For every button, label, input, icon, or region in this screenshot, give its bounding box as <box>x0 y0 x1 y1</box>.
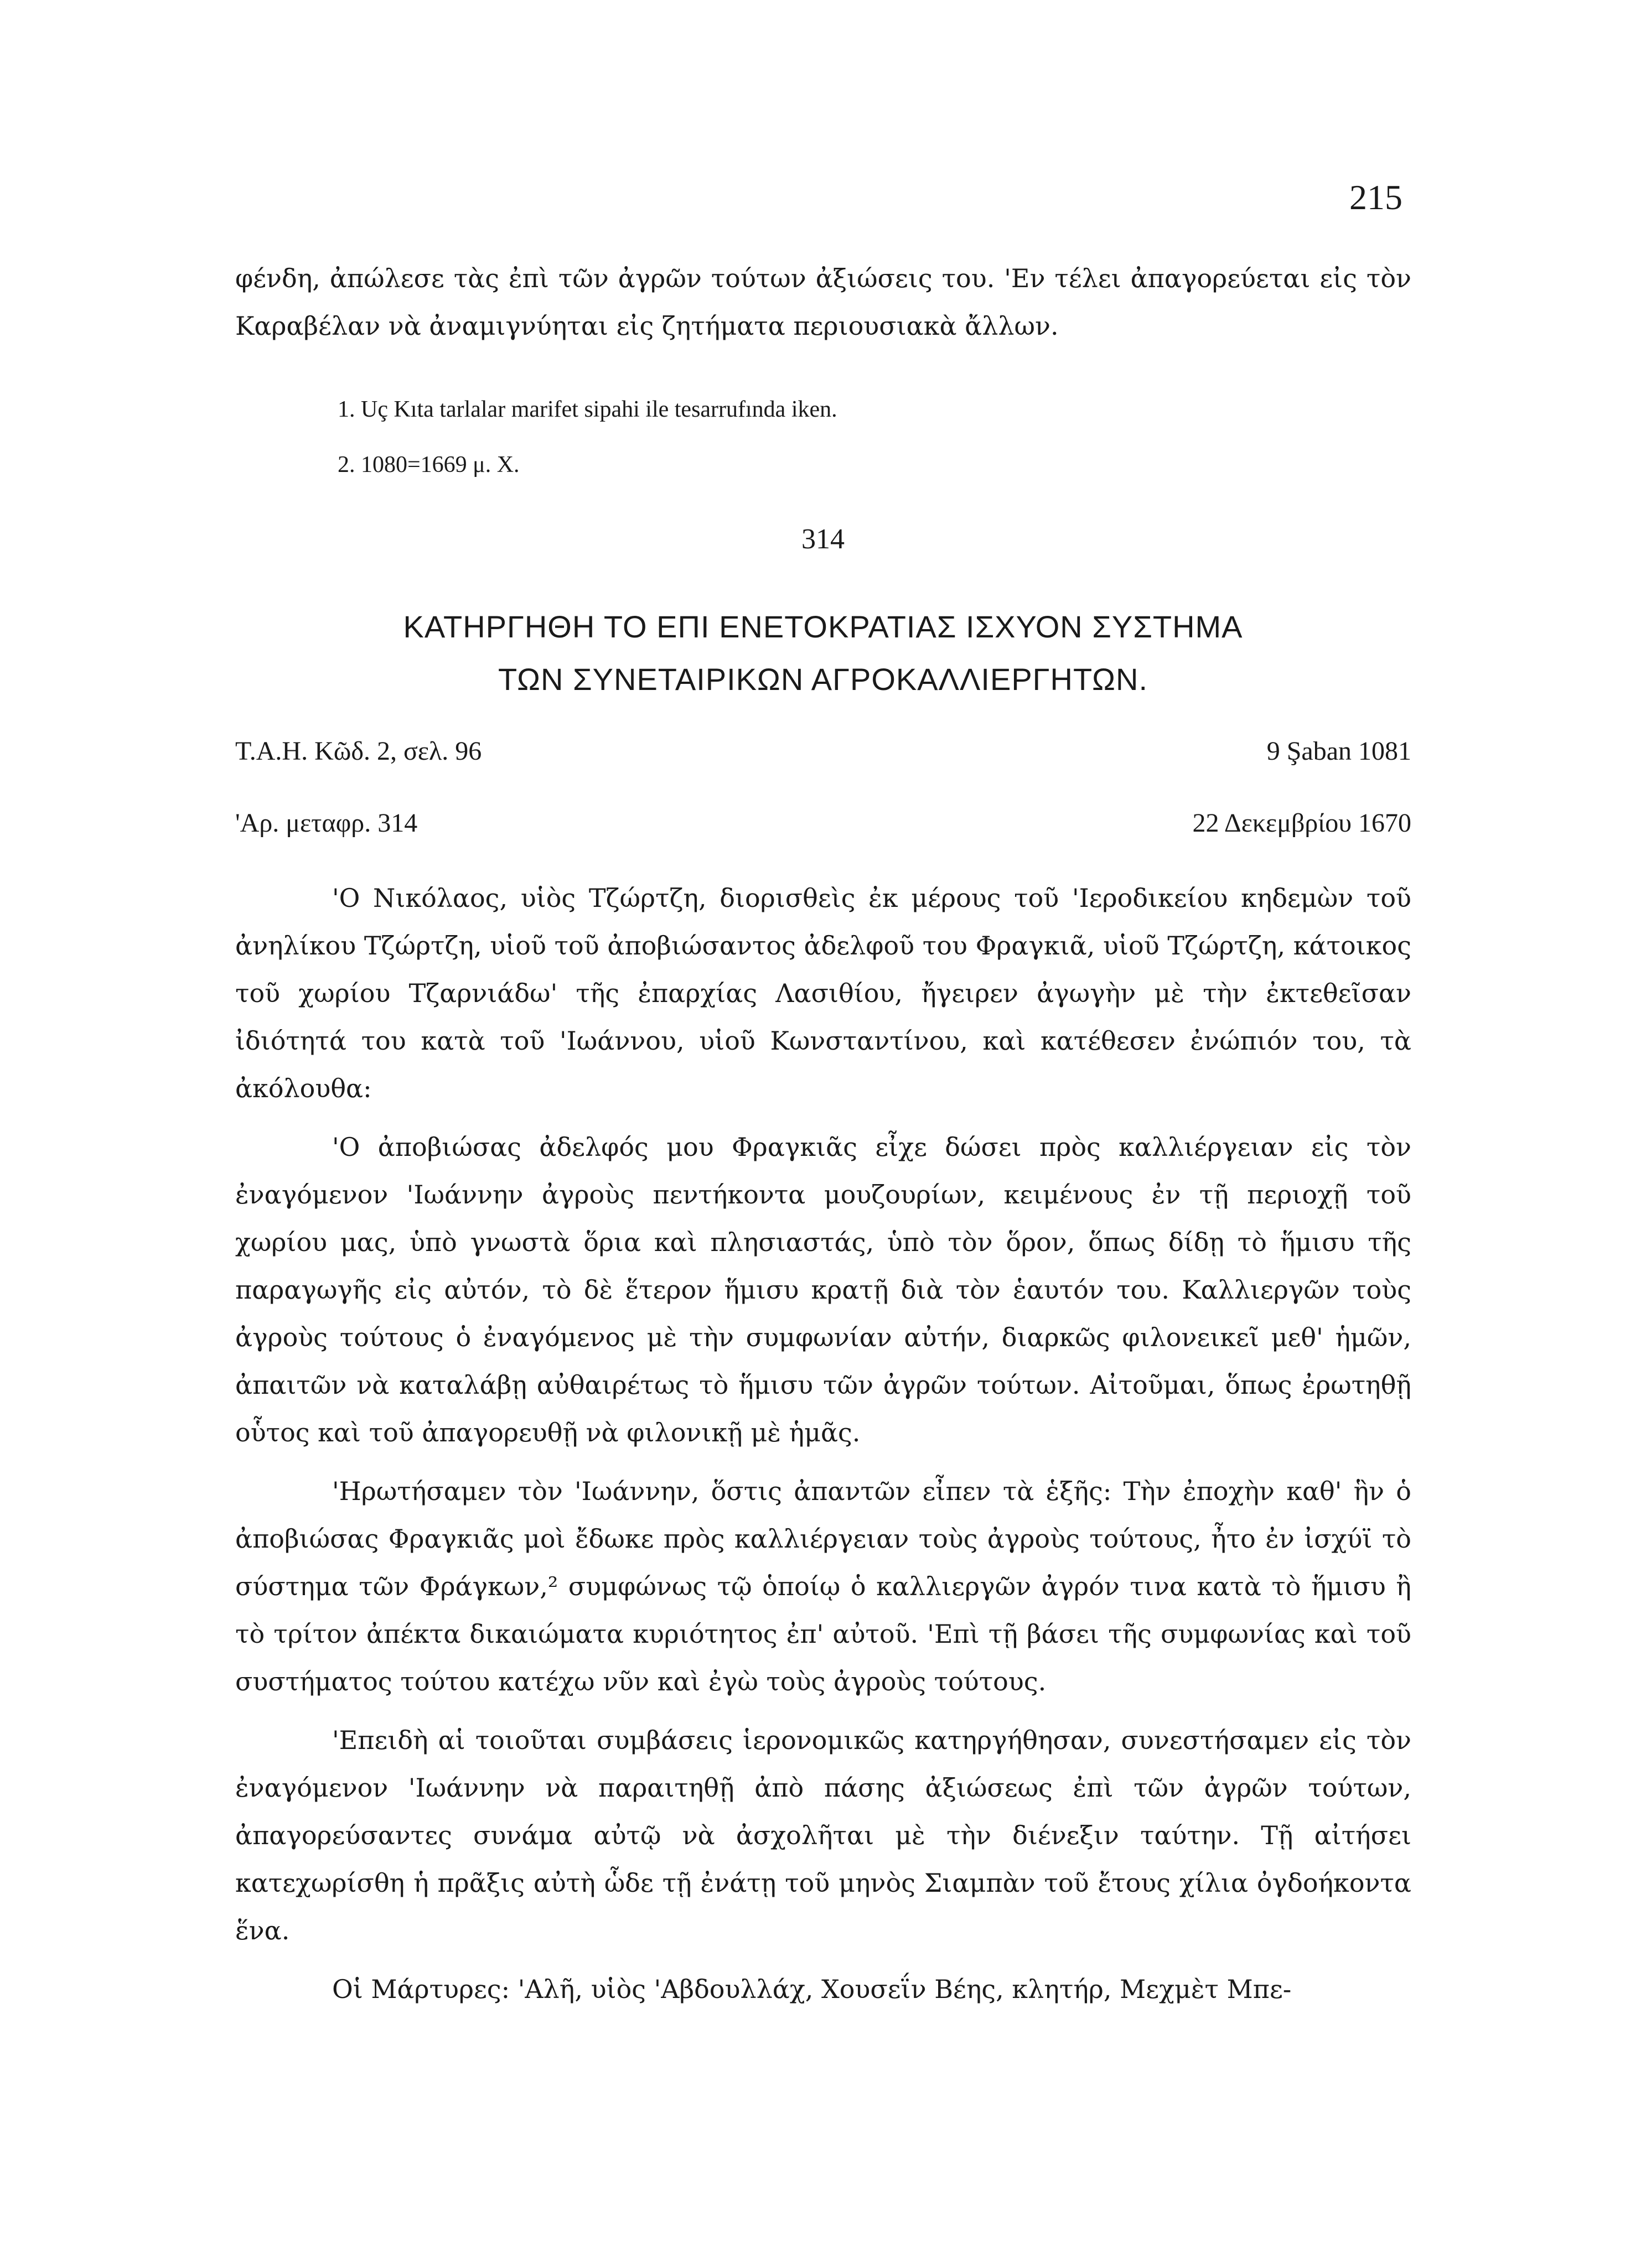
document-body <box>235 874 1411 2013</box>
body-paragraph: 'Ο Νικόλαος, υἱὸς Τζώρτζη, διορισθεὶς ἐκ μέρους τοῦ 'Ιεροδικείου κηδεμὼν τοῦ ἀνηλίκου Τζώρτζη, υἱοῦ τοῦ ἀποβιώσαντος ἀδελφοῦ του Φραγκιᾶ, υἱοῦ Τζώρτζη, κάτοικος τοῦ χωρίου Τζαρνιάδω' τῆς ἐπαρχίας Λασιθίου, ἤγειρεν ἀγωγὴν μὲ τὴν ἐκτεθεῖσαν ἰδιότητά του κατὰ τοῦ 'Ιωάννου, υἱοῦ Κωνσταντίνου, καὶ κατέθεσεν ἐνώπιόν του, τὰ ἀκόλουθα: <box>235 883 1411 1103</box>
intro-paragraph <box>235 255 1411 350</box>
document-title-line-2: ΤΩΝ ΣΥΝΕΤΑΙΡΙΚΩΝ ΑΓΡΟΚΑΛΛΙΕΡΓΗΤΩΝ. <box>498 662 1148 697</box>
witnesses-paragraph: Οἱ Μάρτυρες: 'Αλῆ, υἱὸς 'Αβδουλλάχ, Χουσεΐν Βέης, κλητήρ, Μεχμὲτ Μπε- <box>332 1974 1292 2004</box>
translation-number: 'Αρ. μεταφρ. 314 <box>235 808 418 838</box>
source-reference: Τ.Α.Η. Κῶδ. 2, σελ. 96 <box>235 736 482 766</box>
body-paragraph: 'Επειδὴ αἱ τοιοῦται συμβάσεις ἱερονομικῶς κατηργήθησαν, συνεστήσαμεν εἰς τὸν ἐναγόμενον 'Ιωάννην νὰ παραιτηθῇ ἀπὸ πάσης ἀξιώσεως ἐπὶ τῶν ἀγρῶν τούτων, ἀπαγορεύσαντες συνάμα αὐτῷ νὰ ἀσχολῆται μὲ τὴν διένεξιν ταύτην. Τῇ αἰτήσει κατεχωρίσθη ἡ πρᾶξις αὐτὴ ὧδε τῇ ἐνάτῃ τοῦ μηνὸς Σιαμπὰν τοῦ ἔτους χίλια ὀγδοήκοντα ἕνα. <box>235 1725 1411 1945</box>
document-title <box>0 600 1646 705</box>
footnotes <box>338 382 837 492</box>
document-number: 314 <box>801 523 845 555</box>
intro-text: φένδη, ἀπώλεσε τὰς ἐπὶ τῶν ἀγρῶν τούτων ἀξιώσεις του. 'Εν τέλει ἀπαγορεύεται εἰς τὸν Καραβέλαν νὰ ἀναμιγνύηται εἰς ζητήματα περιουσιακὰ ἄλλων. <box>235 263 1411 341</box>
body-paragraph: 'Ηρωτήσαμεν τὸν 'Ιωάννην, ὅστις ἀπαντῶν εἶπεν τὰ ἑξῆς: Τὴν ἐποχὴν καθ' ἣν ὁ ἀποβιώσας Φραγκιᾶς μοὶ ἔδωκε πρὸς καλλιέργειαν τοὺς ἀγροὺς τούτους, ἦτο ἐν ἰσχύϊ τὸ σύστημα τῶν Φράγκων,² συμφώνως τῷ ὁποίῳ ὁ καλλιεργῶν ἀγρόν τινα κατὰ τὸ ἥμισυ ἢ τὸ τρίτον ἀπέκτα δικαιώματα κυριότητος ἐπ' αὐτοῦ. 'Επὶ τῇ βάσει τῆς συμφωνίας καὶ τοῦ συστήματος τούτου κατέχω νῦν καὶ ἐγὼ τοὺς ἀγροὺς τούτους. <box>235 1476 1411 1696</box>
date-hijri: 9 Şaban 1081 <box>1266 736 1411 766</box>
date-gregorian: 22 Δεκεμβρίου 1670 <box>1192 808 1411 838</box>
body-paragraph: 'Ο ἀποβιώσας ἀδελφός μου Φραγκιᾶς εἶχε δώσει πρὸς καλλιέργειαν εἰς τὸν ἐναγόμενον 'Ιωάννην ἀγροὺς πεντήκοντα μουζουρίων, κειμένους ἐν τῇ περιοχῇ τοῦ χωρίου μας, ὑπὸ γνωστὰ ὅρια καὶ πλησιαστάς, ὑπὸ τὸν ὅρον, ὅπως δίδῃ τὸ ἥμισυ τῆς παραγωγῆς εἰς αὐτόν, τὸ δὲ ἕτερον ἥμισυ κρατῇ διὰ τὸν ἑαυτόν του. Καλλιεργῶν τοὺς ἀγροὺς τούτους ὁ ἐναγόμενος μὲ τὴν συμφωνίαν αὐτήν, διαρκῶς φιλονεικεῖ μεθ' ἡμῶν, ἀπαιτῶν νὰ καταλάβῃ αὐθαιρέτως τὸ ἥμισυ τῶν ἀγρῶν τούτων. Αἰτοῦμαι, ὅπως ἐρωτηθῇ οὗτος καὶ τοῦ ἀπαγορευθῇ νὰ φιλονικῇ μὲ ἡμᾶς. <box>235 1132 1411 1447</box>
footnote-1: 1. Uç Kıta tarlalar marifet sipahi ile tesarrufında iken. <box>338 397 837 422</box>
footnote-2: 2. 1080=1669 μ. Χ. <box>338 452 520 478</box>
document-title-line-1: ΚΑΤΗΡΓΗΘΗ ΤΟ ΕΠΙ ΕΝΕΤΟΚΡΑΤΙΑΣ ΙΣΧΥΟΝ ΣΥΣΤΗΜΑ <box>403 609 1243 644</box>
page-number: 215 <box>1349 178 1402 217</box>
